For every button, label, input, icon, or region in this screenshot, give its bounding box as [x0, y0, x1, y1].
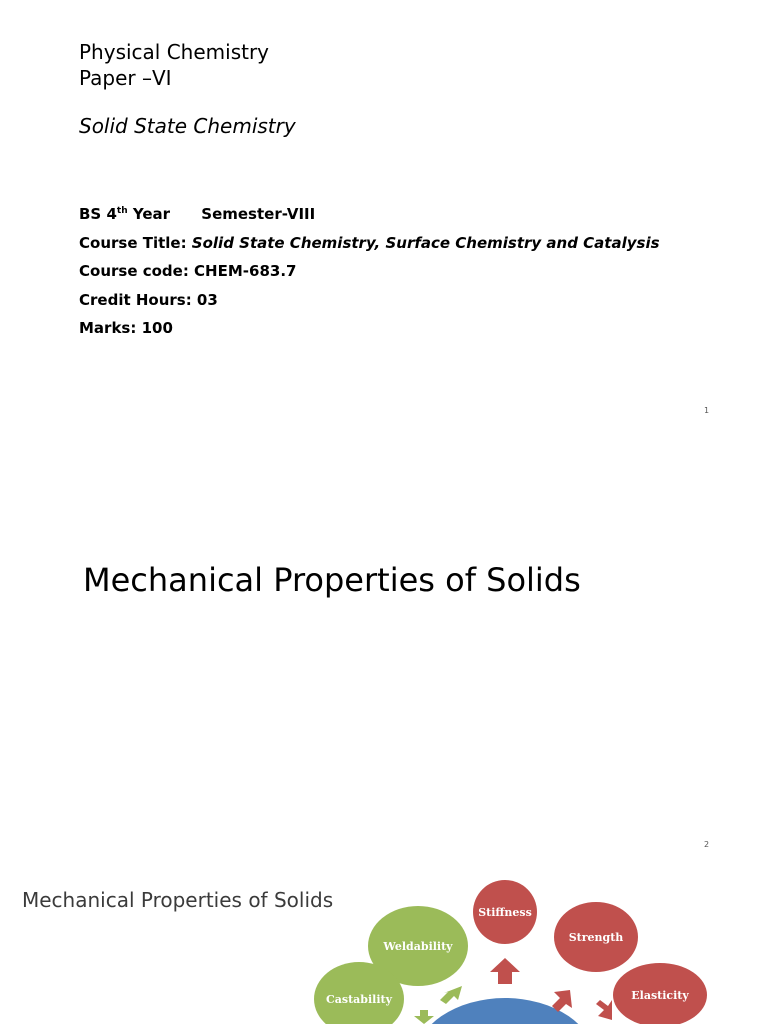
- arrow-weldability: [440, 986, 462, 1004]
- arrow-strength: [552, 990, 572, 1012]
- arrow-castability: [414, 1010, 434, 1024]
- slide1-page-number: 1: [704, 406, 710, 415]
- node-stiffness-label: Stiffness: [478, 906, 532, 919]
- node-castability-label: Castability: [326, 993, 392, 1006]
- marks: Marks: 100: [79, 319, 173, 337]
- course-code: Course code: CHEM-683.7: [79, 262, 297, 280]
- arrow-stiffness: [490, 958, 520, 984]
- course-title-label: Course Title:: [79, 234, 192, 252]
- node-weldability-label: Weldability: [383, 940, 453, 953]
- node-elasticity-label: Elasticity: [631, 989, 689, 1002]
- mechanical-properties-diagram: [0, 860, 768, 1024]
- slide2-title: Mechanical Properties of Solids: [83, 561, 581, 599]
- slide2-page-number: 2: [704, 840, 710, 849]
- bs-year-sup: th: [116, 206, 128, 216]
- slide1-title-line2: Paper –VI: [79, 66, 172, 90]
- slide3-title: Mechanical Properties of Solids: [22, 888, 334, 912]
- course-title-value: Solid State Chemistry, Surface Chemistry and Catalysis: [191, 234, 660, 252]
- course-title-line: [79, 234, 660, 252]
- slide1-title-line1: Physical Chemistry: [79, 40, 270, 64]
- node-strength-label: Strength: [568, 931, 624, 944]
- bs-year-prefix: BS 4: [79, 205, 117, 223]
- slide1-subtitle: Solid State Chemistry: [79, 114, 296, 138]
- arrow-elasticity: [596, 1000, 612, 1020]
- credit-hours: Credit Hours: 03: [79, 291, 218, 309]
- bs-year-suffix: Year: [127, 205, 171, 223]
- slide1-year-line: [79, 205, 315, 223]
- semester: Semester-VIII: [201, 205, 316, 223]
